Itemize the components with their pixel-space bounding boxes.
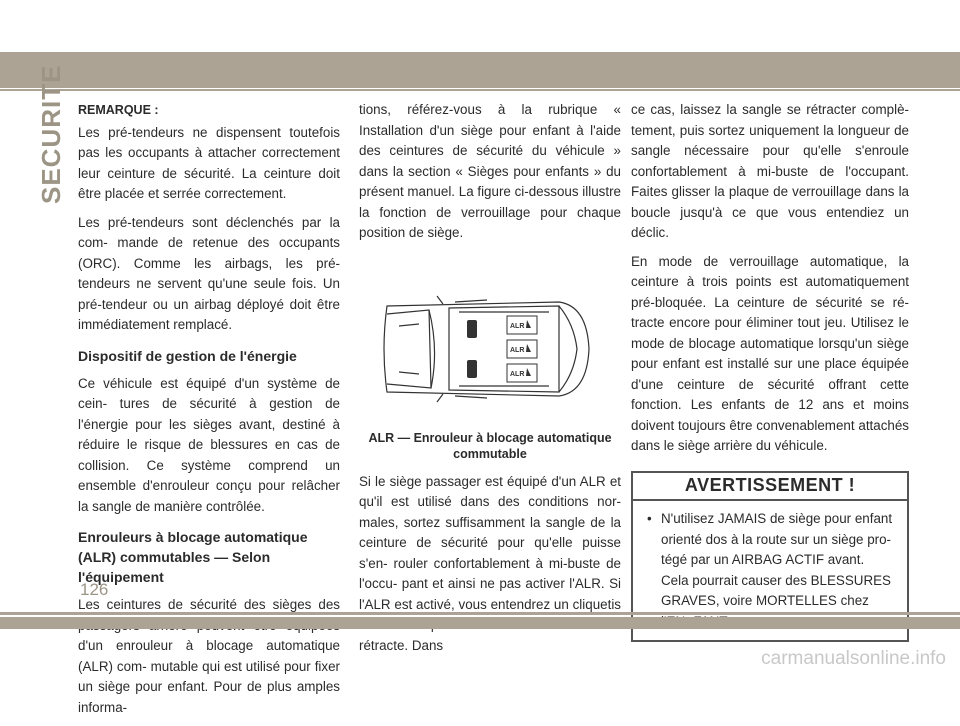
column-3 [631,100,909,642]
paragraph: Les ceintures de sécurité des sièges des d'un enrouleur à blocage automatique (ALR) com- mutable qui est utilisé pour fixer un siège pour enfant. Pour de plus amples informa- [78,597,340,715]
heading-energy-management: Dispositif de gestion de l'énergie [78,347,297,364]
alr-label: ALR [510,370,525,378]
column-1 [78,100,340,726]
footer-bar [0,617,960,629]
paragraph: ce cas, laissez la sangle se rétracter complè- tement, puis sortez uniquement la longueur de sangle nécessaire pour qu'elle s'enroule confortablement à mi-buste de l'occupant. Faites glisser la plaque de verrouillage dans la boucle jusqu'à ce que vous entendiez un déclic. [631,102,909,240]
warning-text: N'utilisez JAMAIS de siège pour enfant orienté dos à la route sur un siège pro- tégé par un AIRBAG ACTIF avant. Cela pourrait causer des BLESSURES GRAVES, voire MORTELLES chez [661,511,893,608]
header-rule [0,89,960,91]
note-title: REMARQUE : [78,103,159,117]
note-text: Les pré-tendeurs ne dispensent toutefois pas les occupants à attacher correctement leur ceinture de sécurité. La ceinture doit être placée et serrée correctement. [78,124,340,201]
vehicle-top-view-illustration [359,274,621,424]
paragraph: tions, référez-vous à la rubrique « Installation d'un siège pour enfant à l'aide des ceintures de sécurité du véhicule » dans la section « Sièges pour enfants » du présent manuel. La figure ci-dessous illustre la fonction de verrouillage pour chaque position de siège. [359,102,621,240]
paragraph: Les pré-tendeurs sont déclenchés par la com- mande de retenue des occupants (ORC). Comme les airbags, les pré-tendeurs ne servent qu'une seule fois. Un pré-tendeur ou un airbag déployé doit être immédiatement remplacé. [78,214,340,332]
column-2 [359,100,621,664]
alr-label: ALR [510,346,525,354]
footer-rule [0,612,960,615]
bullet-icon: • [647,511,652,526]
figure-caption: ALR — Enrouleur à blocage automatique commutable [368,430,612,461]
section-tab [28,64,68,234]
alr-label: ALR [510,322,525,330]
page-number: 126 [80,580,109,599]
paragraph: Si le siège passager est équipé d'un ALR et qu'il est utilisé dans des conditions nor- males, sortez suffisamment la sangle de la ceinture de sécurité pour qu'elle puisse s'en- rouler confortablement à mi-buste de l'occu- pant et ainsi ne pas activer l'ALR. Si l'ALR est activé, vous entendrez un cliquetis rétracte. Dans [359,473,621,653]
warning-title: AVERTISSEMENT ! [633,473,907,502]
paragraph: Ce véhicule est équipé d'un système de cein- tures de sécurité à gestion de l'énergie pour les sièges avant, destiné à réduire le risque de blessures en cas de collision. Ce système comprend un ensemble d'enrouleur conçu pour relâcher la sangle de manière contrôlée. [78,375,340,514]
section-tab-label: SECURITE [36,64,66,204]
paragraph: En mode de verrouillage automatique, la ceinture à trois points est automatiquement pré-bloquée. La ceinture de sécurité se ré- tracte encore pour éliminer tout jeu. Utilisez le mode de blocage automatique lorsqu'un siège pour enfant est installé sur une place équipée d'une ceinture de sécurité offrant cette fonction. Les enfants de 12 ans et moins doivent toujours être convenablement attachés dans le siège arrière du véhicule. [631,253,909,453]
heading-alr: Enrouleurs à blocage automatique (ALR) commutables — Selon l'équipement [78,529,308,585]
top-margin [0,0,960,52]
watermark: carmanualsonline.info [761,648,946,669]
vehicle-alr-figure [359,274,621,424]
header-bar [0,52,960,88]
